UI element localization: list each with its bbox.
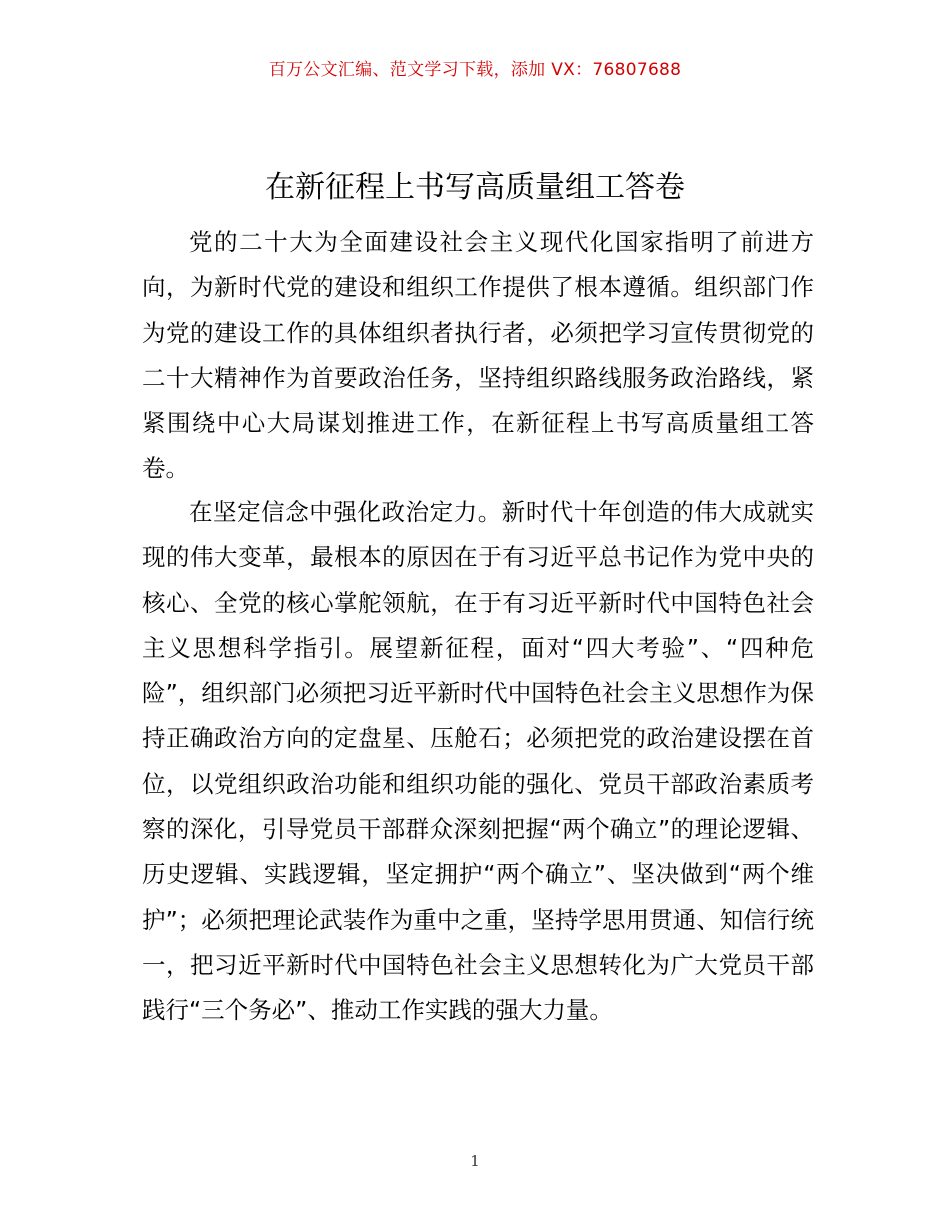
body-paragraph-2: 在坚定信念中强化政治定力。新时代十年创造的伟大成就实现的伟大变革，最根本的原因在于有习近平总书记作为党中央的核心、全党的核心掌舵领航，在于有习近平新时代中国特色社会主义思想科学指引。展望新征程，面对“四大考验”、“四种危险”，组织部门必须把习近平新时代中国特色社会主义思想作为保持正确政治方向的定盘星、压舱石；必须把党的政治建设摆在首位，以党组织政治功能和组织功能的强化、党员干部政治素质考察的深化，引导党员干部群众深刻把握“两个确立”的理论逻辑、历史逻辑、实践逻辑，坚定拥护“两个确立”、坚决做到“两个维护”；必须把理论武装作为重中之重，坚持学思用贯通、知信行统一，把习近平新时代中国特色社会主义思想转化为广大党员干部践行“三个务必”、推动工作实践的强大力量。	[142, 498, 814, 1025]
body-paragraph-1: 党的二十大为全面建设社会主义现代化国家指明了前进方向，为新时代党的建设和组织工作提供了根本遵循。组织部门作为党的建设工作的具体组织者执行者，必须把学习宣传贯彻党的二十大精神作为首要政治任务，坚持组织路线服务政治路线，紧紧围绕中心大局谋划推进工作，在新征程上书写高质量组工答卷。	[142, 228, 814, 483]
page-number: 1	[470, 1152, 480, 1170]
header-banner: 百万公文汇编、范文学习下载，添加 VX：76807688	[268, 60, 682, 80]
document-title: 在新征程上书写高质量组工答卷	[265, 170, 685, 205]
